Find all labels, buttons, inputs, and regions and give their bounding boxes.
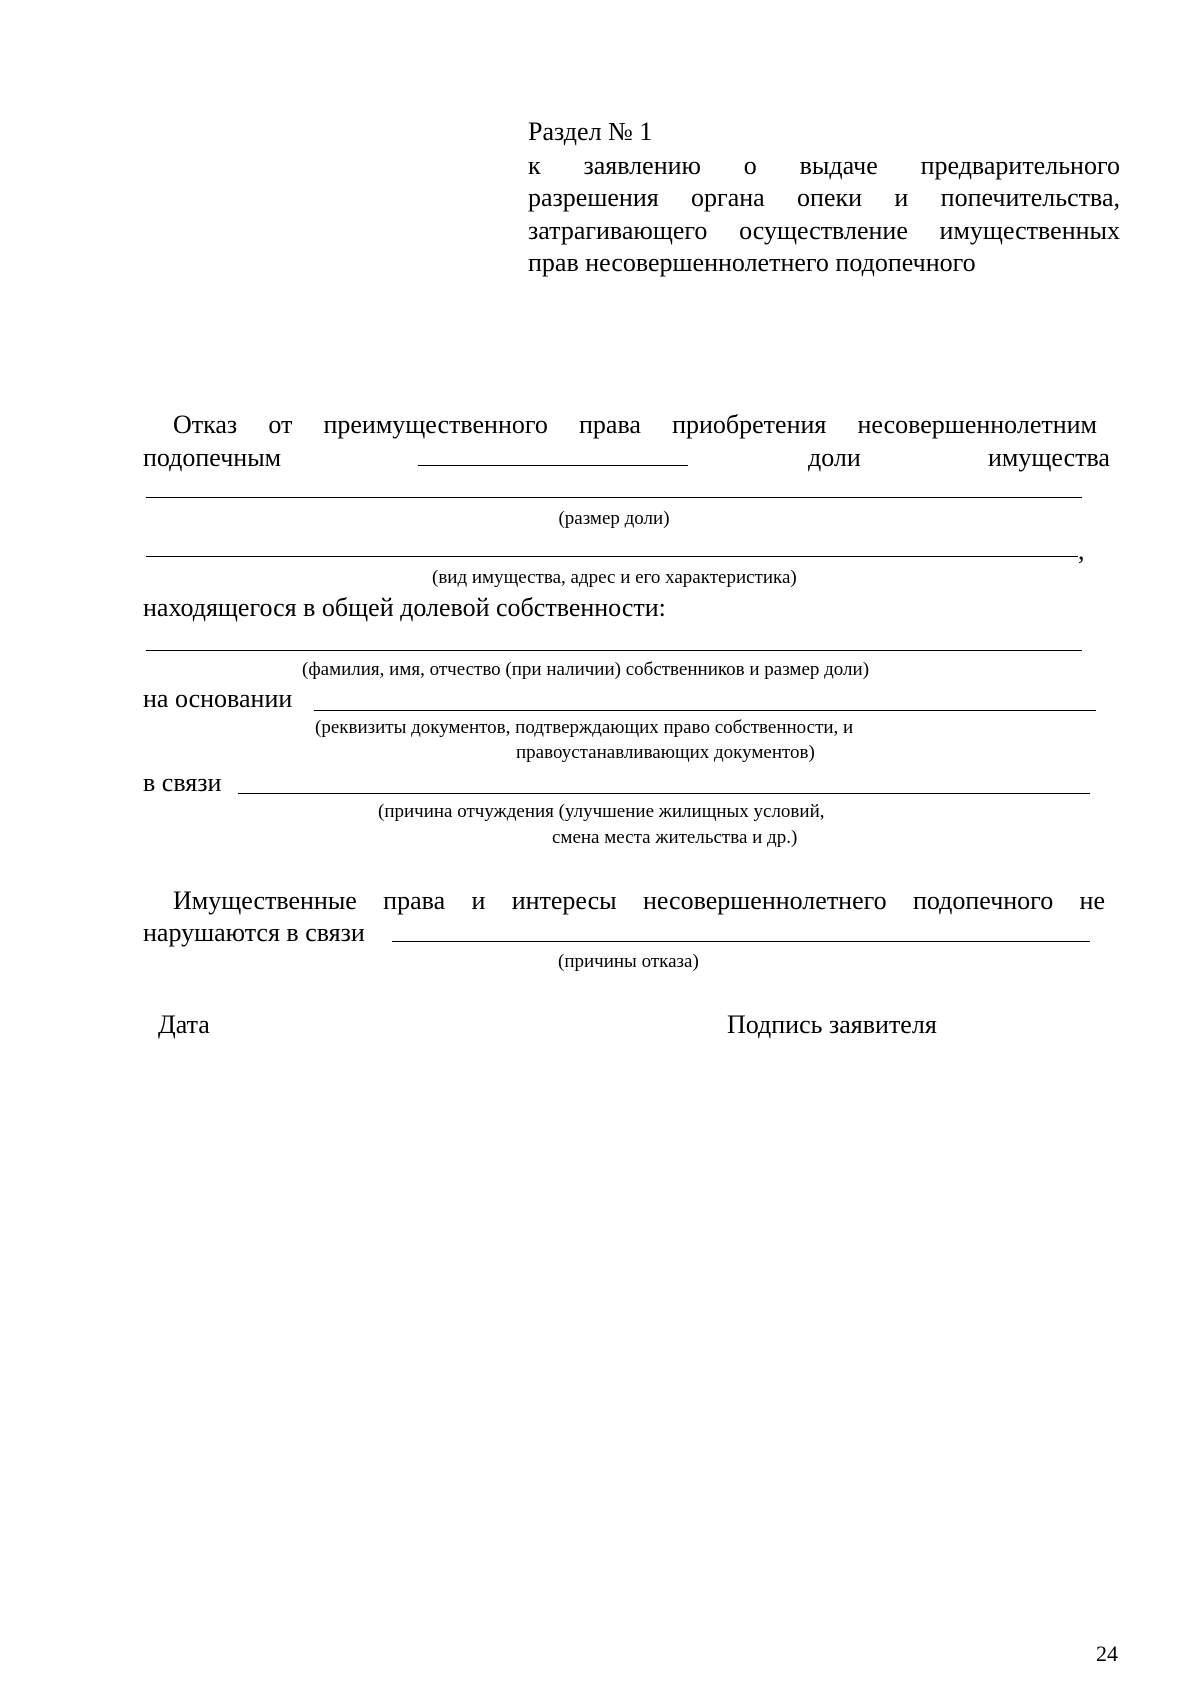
intro-word-property: имущества	[988, 443, 1110, 472]
caption-property: (вид имущества, адрес и его характеристика)	[432, 567, 797, 588]
owners-blank-line	[146, 650, 1082, 651]
basis-blank-line	[314, 710, 1096, 711]
share-size-blank-line	[418, 465, 688, 466]
rights-line-1: Имущественные права и интересы несовершеннолетнего подопечного не	[173, 886, 1105, 915]
joint-ownership-text: находящегося в общей долевой собственности:	[143, 593, 666, 622]
page-number: 24	[1096, 1641, 1118, 1666]
caption-reason-2: смена места жительства и др.)	[552, 827, 798, 848]
header-line-4: прав несовершеннолетнего подопечного	[528, 248, 976, 277]
intro-word-share: доли	[808, 443, 861, 472]
share-blank-line	[146, 497, 1082, 498]
property-comma: ,	[1078, 536, 1085, 565]
header-line-2: разрешения органа опеки и попечительства,	[528, 183, 1120, 212]
caption-docs-2: правоустанавливающих документов)	[516, 742, 815, 763]
caption-docs-1: (реквизиты документов, подтверждающих право собственности, и	[315, 717, 854, 738]
reason-label: в связи	[143, 768, 222, 797]
caption-owners: (фамилия, имя, отчество (при наличии) собственников и размер доли)	[302, 659, 870, 680]
caption-share: (размер доли)	[558, 508, 670, 529]
header-line-1: к заявлению о выдаче предварительного	[528, 151, 1120, 180]
section-title: Раздел № 1	[528, 117, 653, 146]
intro-word-ward: подопечным	[143, 443, 282, 472]
signature-label: Подпись заявителя	[727, 1010, 937, 1039]
caption-refusal: (причины отказа)	[558, 951, 699, 972]
rights-label: нарушаются в связи	[143, 918, 365, 947]
property-blank-line	[146, 556, 1078, 557]
header-line-3: затрагивающего осуществление имущественных	[528, 216, 1120, 245]
basis-label: на основании	[143, 684, 293, 713]
caption-reason-1: (причина отчуждения (улучшение жилищных условий,	[378, 801, 825, 822]
date-label: Дата	[158, 1010, 210, 1039]
reason-blank-line	[238, 793, 1090, 794]
intro-line-1: Отказ от преимущественного права приобретения несовершеннолетним	[173, 410, 1097, 439]
refusal-blank-line	[392, 941, 1090, 942]
